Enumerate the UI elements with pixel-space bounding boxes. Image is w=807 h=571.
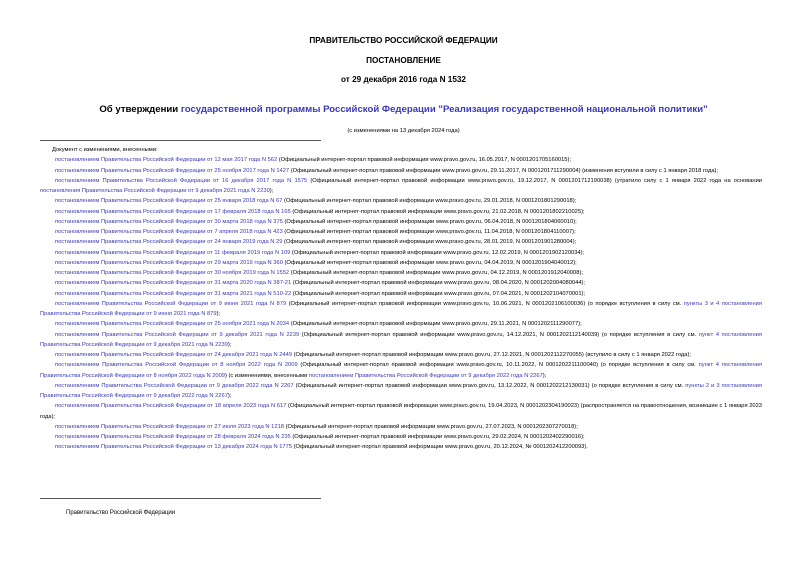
amendment-entry <box>40 196 762 206</box>
amendment-link[interactable]: постановлением Правительства Российской Федерации от 16 декабря 2017 года N 1575 <box>55 177 308 184</box>
amendment-text: (Официальный интернет-портал правовой информации www.pravo.gov.ru, 29.11.2017, N 0001201711290004) (изменения вступили в силу с 1 января 2018 года); <box>289 167 719 174</box>
amendment-text: ); <box>269 188 274 194</box>
amendment-link[interactable]: постановлением Правительства Российской Федерации от 8 ноября 2022 года N 2009 <box>55 362 298 369</box>
title-program-link[interactable]: государственной программы Российской Федерации "Реализация государственной национальной политики" <box>180 104 708 115</box>
amendment-text: ); <box>216 311 221 317</box>
amendment-text: (Официальный интернет-портал правовой информации www.pravo.gov.ru, 10.06.2021, N 0001202106100036) (о порядке вступления в силу см. <box>286 300 684 307</box>
amendment-text: (Официальный интернет-портал правовой информации www.pravo.gov.ru, 27.07.2023, N 0001202307270018); <box>283 423 578 430</box>
amendment-link[interactable]: постановлением Правительства Российской Федерации от 13 декабря 2024 года N 1775 <box>55 444 293 451</box>
amendment-entry <box>40 299 762 320</box>
amendment-link[interactable]: пункт 4 постановления Правительства Российской Федерации от 9 декабря 2021 года N 2239 <box>40 331 762 348</box>
top-divider <box>40 140 321 141</box>
amendment-link[interactable]: постановлением Правительства Российской Федерации от 24 декабря 2021 года N 2449 <box>55 352 293 358</box>
amendment-link[interactable]: пункты 3 и 4 постановления Правительства Российской Федерации от 9 июня 2021 года N 879 <box>40 300 763 317</box>
authority-heading: ПРАВИТЕЛЬСТВО РОССИЙСКОЙ ФЕДЕРАЦИИ <box>309 36 498 45</box>
amendment-text: (Официальный интернет-портал правовой информации www.pravo.gov.ru, 04.04.2019, N 0001201904040012); <box>282 259 577 266</box>
amendment-text: (Официальный интернет-портал правовой информации www.pravo.gov.ru, 04.12.2019, N 0001201912040008); <box>289 270 583 276</box>
amendment-link[interactable]: постановлением Правительства Российской Федерации от 24 января 2019 года N 29 <box>55 239 283 246</box>
amendment-link[interactable]: пункты 2 и 3 постановления Правительства Российской Федерации от 9 декабря 2022 года N 2267 <box>40 382 762 399</box>
amendment-entry <box>40 155 762 165</box>
amendment-entry <box>40 422 762 432</box>
amendment-entry <box>40 381 762 402</box>
amendment-entry <box>40 289 762 299</box>
amendment-text: (Официальный интернет-портал правовой информации www.pravo.gov.ru, 21.02.2018, N 0001201802210025); <box>290 208 585 215</box>
amendment-entry <box>40 248 762 258</box>
amendment-link[interactable]: постановления Правительства Российской Федерации от 9 декабря 2021 года N 2239 <box>40 188 270 194</box>
amendment-link[interactable]: постановлением Правительства Российской Федерации от 31 марта 2020 года N 387-21 <box>55 280 292 287</box>
amendment-text: (Официальный интернет-портал правовой информации www.pravo.gov.ru, 27.12.2021, N 0001202112270055) (вступило в силу с 1 января 2022 года); <box>292 352 691 358</box>
title-prefix: Об утверждении <box>99 104 181 115</box>
amendment-link[interactable]: постановлением Правительства Российской Федерации от 30 марта 2018 года N 375 <box>55 218 283 225</box>
amendment-text: ); <box>227 341 232 348</box>
amendment-entry <box>40 401 762 422</box>
amendment-link[interactable]: постановлением Правительства Российской Федерации от 25 ноября 2017 года N 1427 <box>55 167 290 174</box>
amendment-link[interactable]: постановлением Правительства Российской Федерации от 30 ноября 2019 года N 1552 <box>55 270 290 276</box>
amendment-entry <box>40 319 762 329</box>
amendment-text: (Официальный интернет-портал правовой информации www.pravo.gov.ru, 19.12.2017, N 0001201712190038) (утратило силу с 1 января 2022 года на основании <box>307 177 762 184</box>
amendment-text: (Официальный интернет-портал правовой информации www.pravo.gov.ru, 10.11.2022, N 0001202211100040) (о порядке вступления в силу см. <box>297 362 699 369</box>
amendment-link[interactable]: постановлением Правительства Российской Федерации от 11 февраля 2019 года N 109 <box>55 249 291 256</box>
amendment-text: ); <box>542 372 547 379</box>
amendment-link[interactable]: постановлением Правительства Российской Федерации от 27 июля 2023 года N 1218 <box>55 423 284 430</box>
amendment-link[interactable]: постановлением Правительства Российской Федерации от 25 ноября 2021 года N 2034 <box>55 321 290 328</box>
footer-signature: Правительство Российской Федерации <box>66 510 176 516</box>
amendment-text: ) (с изменениями, внесенными <box>225 372 309 379</box>
amendment-entry <box>40 268 762 278</box>
amendment-entry <box>40 176 762 197</box>
amendment-text: (Официальный интернет-портал правовой информации www.pravo.gov.ru, 29.02.2024, N 0001202402290016); <box>290 434 585 440</box>
amendment-entry <box>40 166 762 176</box>
amendment-link[interactable]: постановлением Правительства Российской Федерации от 17 февраля 2018 года N 165 <box>55 208 291 215</box>
amendment-text: (Официальный интернет-портал правовой информации www.pravo.gov.ru, 29.11.2021, N 0001202111290077); <box>289 321 582 328</box>
bottom-divider <box>40 498 321 499</box>
amendment-entry <box>40 207 762 217</box>
amendment-entry <box>40 227 762 237</box>
amendment-text: ); <box>227 393 232 399</box>
amendment-link[interactable]: постановлением Правительства Российской Федерации от 9 июня 2021 года N 879 <box>55 300 287 307</box>
amendment-entry <box>40 217 762 227</box>
amendment-entry <box>40 442 762 452</box>
document-date-number: от 29 декабря 2016 года N 1532 <box>341 75 466 84</box>
amendment-link[interactable]: постановлением Правительства Российской Федерации от 31 марта 2021 года N 510-22 <box>55 290 292 297</box>
amendment-text: (Официальный интернет-портал правовой информации www.pravo.gov.ru, 06.04.2018, N 0001201804060010); <box>282 218 577 225</box>
amendment-text: (Официальный интернет-портал правовой информации www.pravo.gov.ru, 20.12.2024, № 0001202412200093). <box>292 444 588 451</box>
amendment-text: (Официальный интернет-портал правовой информации www.pravo.gov.ru, 07.04.2021, N 0001202104070001); <box>291 290 586 297</box>
amendment-entry <box>40 278 762 288</box>
document-title <box>0 104 807 115</box>
amendment-text: (Официальный интернет-портал правовой информации www.pravo.gov.ru, 08.04.2020, N 0001202004080044); <box>291 280 586 287</box>
revision-note: (с изменениями на 13 декабря 2024 года) <box>347 128 460 134</box>
amendment-link[interactable]: пункт 4 постановления Правительства Российской Федерации от 8 ноября 2022 года N 2009 <box>40 362 762 379</box>
amendment-link[interactable]: постановлением Правительства Российской Федерации от 12 мая 2017 года N 562 <box>55 157 278 164</box>
amendment-text: (Официальный интернет-портал правовой информации www.pravo.gov.ru, 14.12.2021, N 0001202112140039) (о порядке вступления в силу см. <box>299 331 699 338</box>
amendment-text: (Официальный интернет-портал правовой информации www.pravo.gov.ru, 16.05.2017, N 0001201705160015); <box>277 157 572 164</box>
amendment-entry <box>40 237 762 247</box>
amendment-text: (Официальный интернет-портал правовой информации www.pravo.gov.ru, 28.01.2019, N 0001201901280004); <box>282 239 577 246</box>
amendment-text: (Официальный интернет-портал правовой информации www.pravo.gov.ru, 11.04.2018, N 0001201804110007); <box>282 229 576 235</box>
amendment-text: (Официальный интернет-портал правовой информации www.pravo.gov.ru, 19.04.2023, N 0001202304190023) (распространяется на правоотношения, возникшие с 1 января 2023 года); <box>40 403 762 420</box>
amendment-link[interactable]: постановлением Правительства Российской Федерации от 28 февраля 2024 года N 235 <box>55 434 291 440</box>
amendment-link[interactable]: постановлением Правительства Российской Федерации от 25 января 2018 года N 67 <box>55 198 283 205</box>
document-type-heading: ПОСТАНОВЛЕНИЕ <box>366 56 441 65</box>
amendments-intro: Документ с изменениями, внесенными: <box>52 147 158 153</box>
amendment-link[interactable]: постановлением Правительства Российской Федерации от 9 декабря 2022 года N 2267 <box>55 382 294 389</box>
amendment-link[interactable]: постановлением Правительства Российской Федерации от 7 апреля 2018 года N 423 <box>55 229 283 235</box>
amendment-text: (Официальный интернет-портал правовой информации www.pravo.gov.ru, 13.12.2022, N 0001202212130031) (о порядке вступления в силу см. <box>293 382 686 389</box>
amendment-entry <box>40 360 762 381</box>
amendment-entry <box>40 432 762 442</box>
amendment-text: (Официальный интернет-портал правовой информации www.pravo.gov.ru, 29.01.2018, N 0001201801290018); <box>282 198 577 205</box>
amendment-link[interactable]: постановлением Правительства Российской Федерации от 9 декабря 2022 года N 2267 <box>308 372 543 379</box>
amendment-link[interactable]: постановлением Правительства Российской Федерации от 18 апреля 2023 года N 617 <box>55 403 287 410</box>
amendments-block <box>40 145 762 453</box>
amendments-list <box>40 155 762 452</box>
amendment-entry <box>40 350 762 360</box>
amendment-text: (Официальный интернет-портал правовой информации www.pravo.gov.ru, 12.02.2019, N 0001201902120034); <box>290 249 585 256</box>
amendment-link[interactable]: постановлением Правительства Российской Федерации от 29 марта 2019 года N 360 <box>55 259 283 266</box>
amendment-entry <box>40 330 762 351</box>
amendment-entry <box>40 258 762 268</box>
amendment-link[interactable]: постановлением Правительства Российской Федерации от 9 декабря 2021 года N 2239 <box>55 331 300 338</box>
